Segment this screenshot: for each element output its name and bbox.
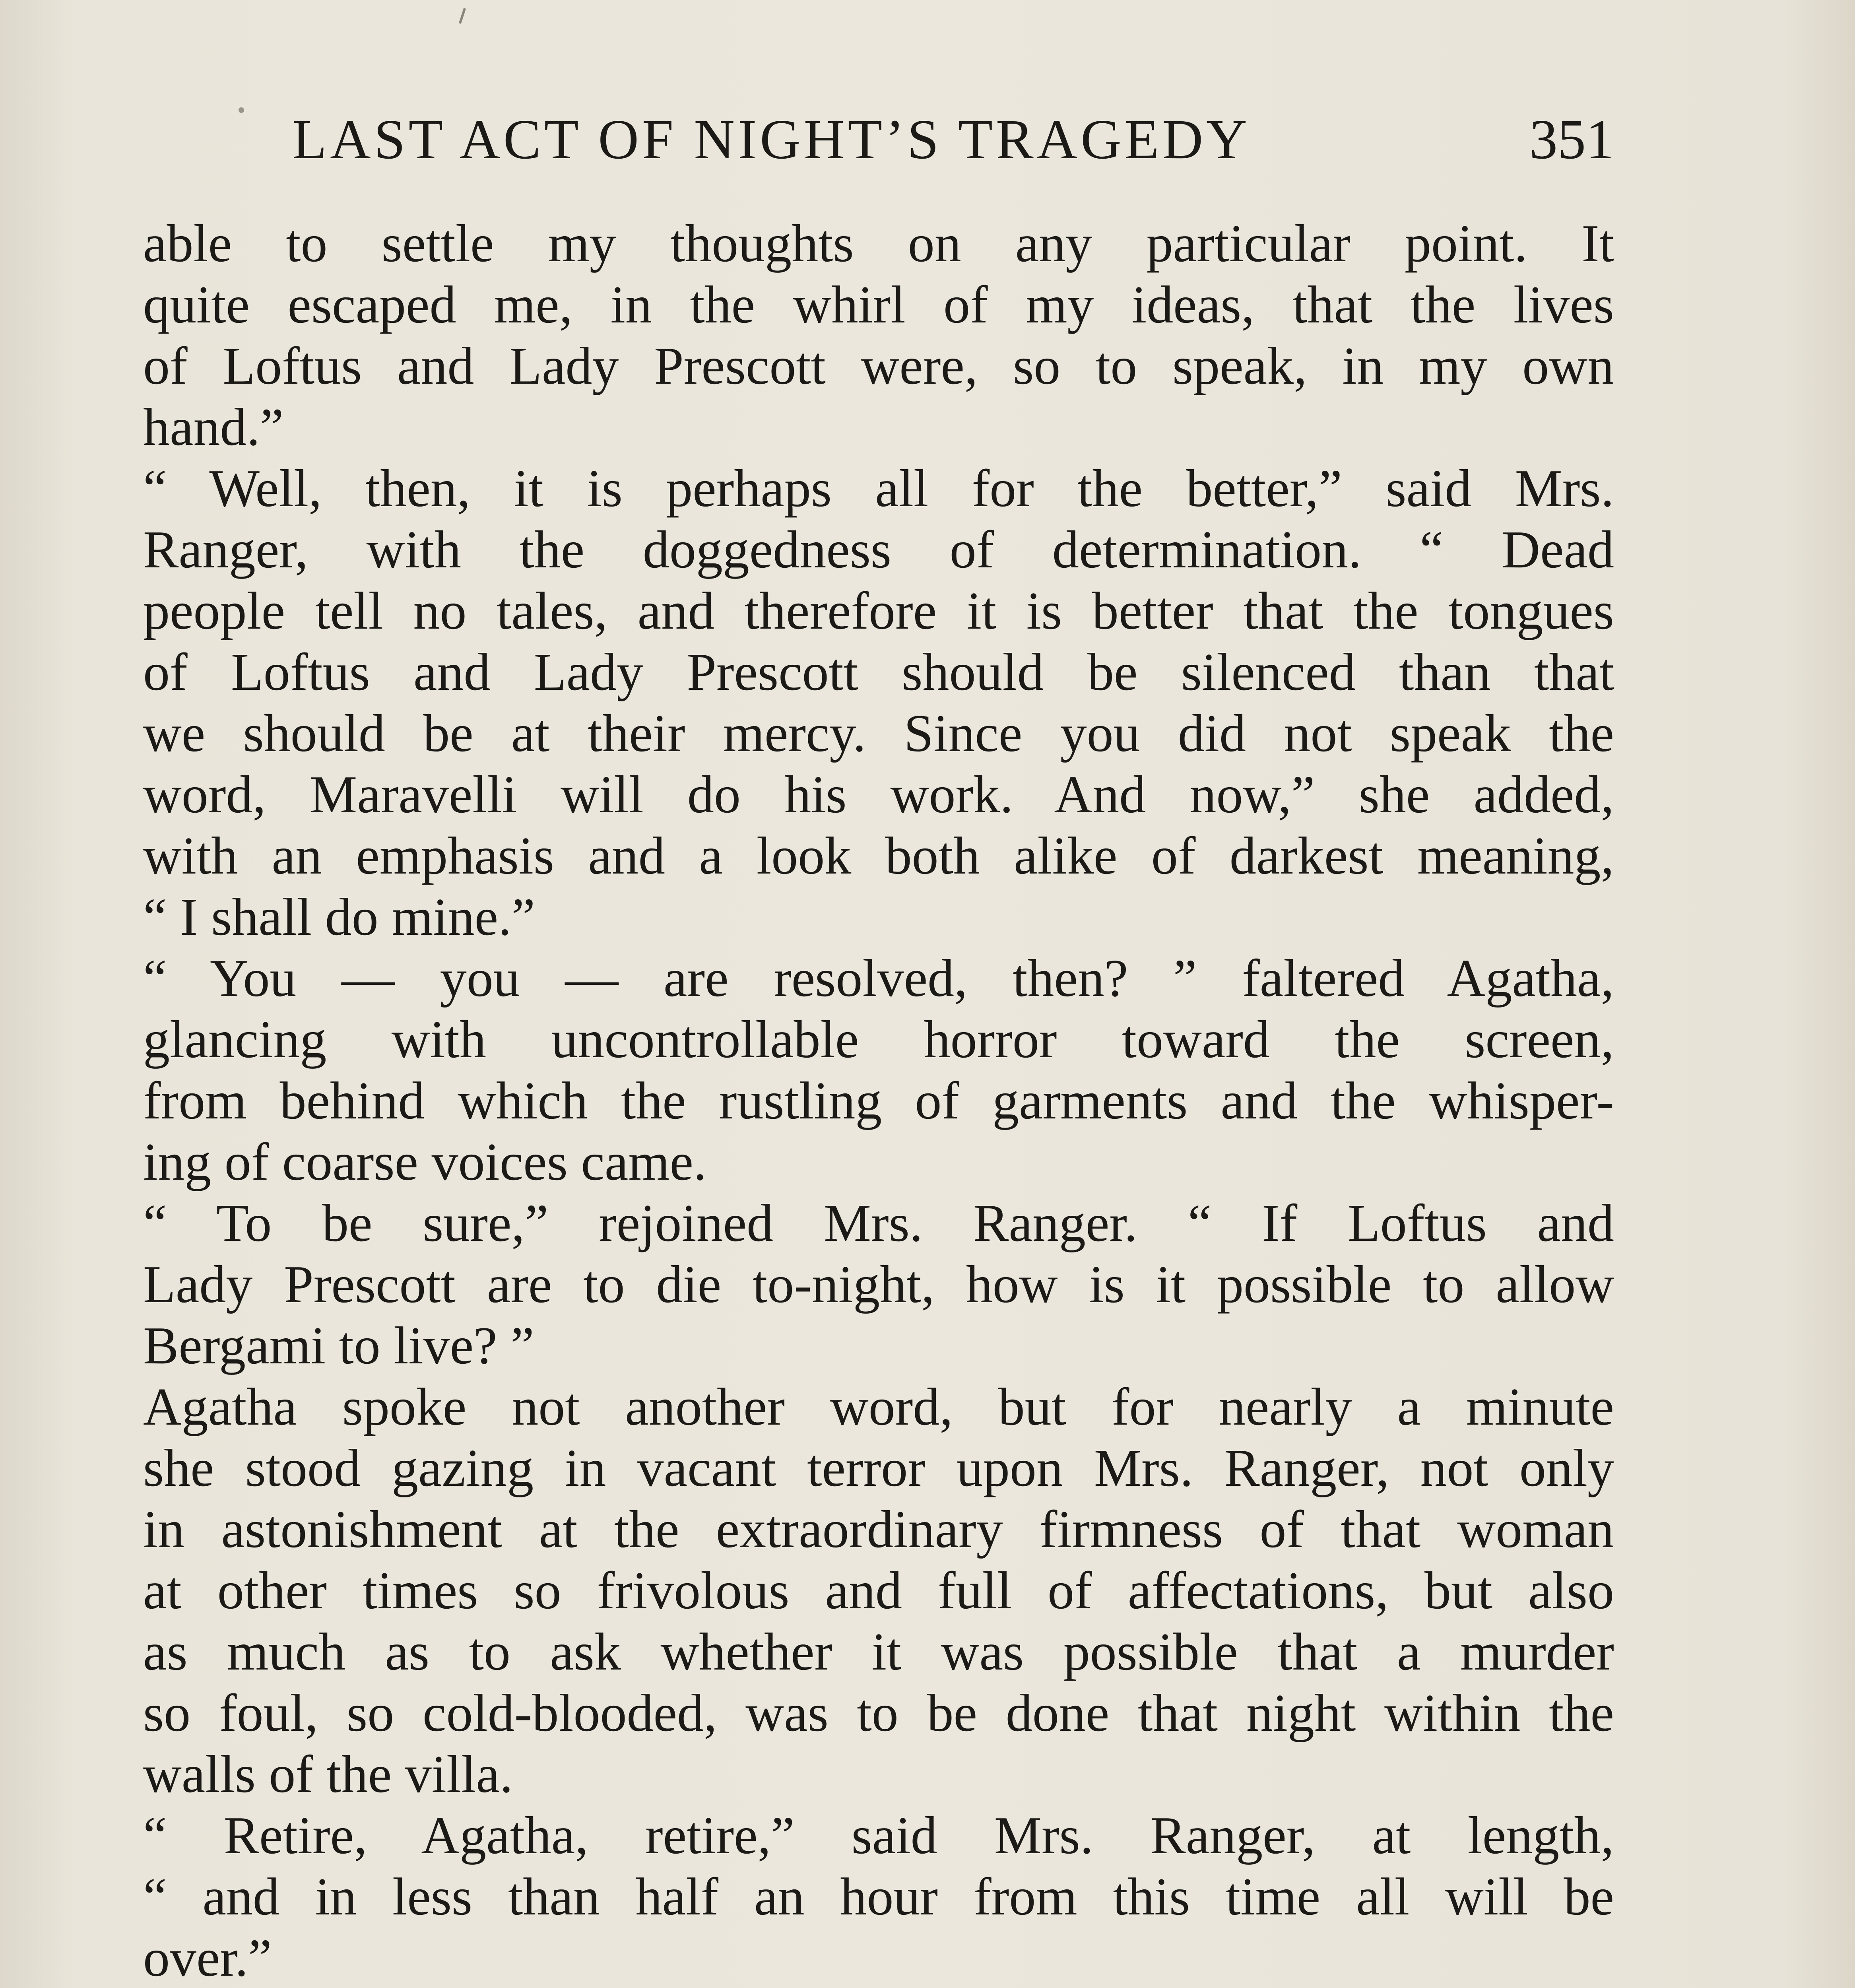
- text-line: quite escaped me, in the whirl of my ideas, that the lives: [143, 275, 1614, 334]
- text-line: Agatha spoke not another word, but for nearly a minute: [143, 1377, 1614, 1436]
- text-line: ing of coarse voices came.: [143, 1132, 707, 1191]
- page-mark: [459, 8, 466, 24]
- text-line: over.”: [143, 1928, 272, 1987]
- page-header: [143, 101, 1614, 177]
- running-head: LAST ACT OF NIGHT’S TRAGEDY: [292, 108, 1250, 171]
- text-line: she stood gazing in vacant terror upon Mrs. Ranger, not only: [143, 1439, 1614, 1497]
- text-line: people tell no tales, and therefore it is better that the tongues: [143, 581, 1614, 640]
- text-line: “ and in less than half an hour from this time all will be: [143, 1867, 1614, 1926]
- text-line: Lady Prescott are to die to-night, how is it possible to allow: [143, 1255, 1614, 1314]
- text-line: “ To be sure,” rejoined Mrs. Ranger. “ If Loftus and: [143, 1194, 1614, 1252]
- text-line: able to settle my thoughts on any particular point. It: [143, 214, 1614, 273]
- text-line: we should be at their mercy. Since you did not speak the: [143, 704, 1614, 763]
- text-line: word, Maravelli will do his work. And now,” she added,: [143, 765, 1614, 824]
- text-line: as much as to ask whether it was possible that a murder: [143, 1622, 1614, 1681]
- text-line: of Loftus and Lady Prescott should be silenced than that: [143, 643, 1614, 701]
- text-line: of Loftus and Lady Prescott were, so to speak, in my own: [143, 336, 1614, 395]
- text-line: from behind which the rustling of garments and the whisper-: [143, 1071, 1614, 1130]
- text-line: “ Well, then, it is perhaps all for the better,” said Mrs.: [143, 459, 1614, 518]
- text-line: so foul, so cold-blooded, was to be done that night within the: [143, 1683, 1614, 1742]
- text-line: “ Retire, Agatha, retire,” said Mrs. Ranger, at length,: [143, 1806, 1614, 1865]
- text-line: hand.”: [143, 398, 284, 456]
- text-line: glancing with uncontrollable horror toward the screen,: [143, 1010, 1614, 1069]
- text-line: walls of the villa.: [143, 1745, 513, 1804]
- text-line: at other times so frivolous and full of affectations, but also: [143, 1561, 1614, 1620]
- text-line: Bergami to live? ”: [143, 1316, 534, 1375]
- text-line: in astonishment at the extraordinary firmness of that woman: [143, 1500, 1614, 1559]
- page-number: 351: [1529, 108, 1614, 171]
- text-line: “ I shall do mine.”: [143, 887, 536, 946]
- body-text: [143, 213, 1614, 1988]
- text-line: “ You — you — are resolved, then? ” faltered Agatha,: [143, 949, 1614, 1008]
- text-line: Ranger, with the doggedness of determination. “ Dead: [143, 520, 1614, 579]
- text-line: with an emphasis and a look both alike of darkest meaning,: [143, 826, 1614, 885]
